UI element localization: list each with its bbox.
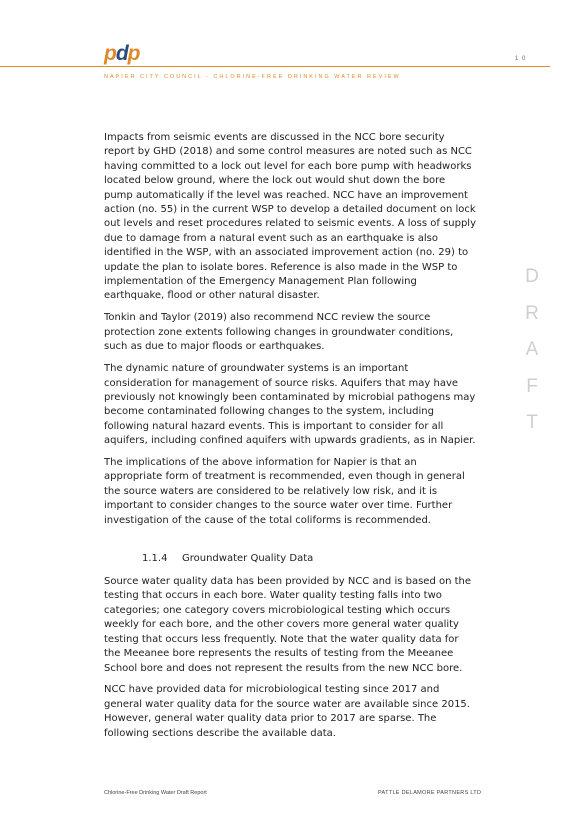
watermark-letter: R [525, 302, 539, 324]
body-paragraph: Impacts from seismic events are discussed in the NCC bore security report by GHD (2018) and some control measures are noted such as NCC having committed to a lock out level for each bore pump with headworks located below ground, where the lock out would shut down the bore pump automatically if the level was reached. NCC have an improvement action (no. 55) in the current WSP to develop a detailed document on lock out levels and reset procedures related to seismic events. A loss of supply due to damage from a natural event such as an earthquake is also identified in the WSP, with an associated improvement action (no. 29) to update the plan to isolate bores. Reference is also made in the WSP to implementation of the Emergency Management Plan following earthquake, flood or other natural disaster. [104, 132, 476, 302]
watermark-letter: D [525, 266, 539, 287]
pdp-logo [104, 42, 140, 65]
header-rule [0, 66, 550, 67]
logo-letter-p2: p [127, 42, 140, 65]
main-content [104, 131, 476, 749]
body-paragraph: The dynamic nature of groundwater systems is an important consideration for management of source risks. Aquifers that may have previously not knowingly been contaminated by microbial pathogens may become contaminated following changes to the system, including following natural hazard events. This is important to consider for all aquifers, including confined aquifers with upwards gradients, as in Napier. [104, 363, 476, 447]
body-paragraph: Source water quality data has been provided by NCC and is based on the testing that occurs in each bore. Water quality testing falls into two categories; one category covers microbiological testing which occurs weekly for each bore, and the other covers more general water quality testing that occurs less frequently. Note that the water quality data for the Meeanee bore represents the results of testing from the Meeanee School bore and does not represent the results from the new NCC bore. [104, 576, 472, 674]
section-heading [104, 552, 476, 566]
watermark-letter: T [526, 412, 538, 433]
draft-watermark [520, 266, 544, 449]
page-number: 1 0 [515, 56, 527, 62]
logo-letter-p1: p [104, 42, 116, 65]
body-paragraph: Tonkin and Taylor (2019) also recommend NCC review the source protection zone extents following changes in groundwater conditions, such as due to major floods or earthquakes. [104, 312, 454, 353]
section-title: Groundwater Quality Data [182, 553, 314, 565]
footer-company: PATTLE DELAMORE PARTNERS LTD [378, 790, 482, 796]
watermark-letter: A [525, 339, 539, 360]
section-number: 1.1.4 [142, 553, 168, 565]
logo-letter-d: d [115, 42, 128, 65]
running-title: NAPIER CITY COUNCIL - CHLORINE-FREE DRINKING WATER REVIEW [104, 74, 401, 80]
watermark-letter: F [526, 375, 538, 397]
body-paragraph: NCC have provided data for microbiological testing since 2017 and general water quality data for the source water are available since 2015. However, general water quality data prior to 2017 are sparse. The following sections describe the available data. [104, 684, 470, 739]
body-paragraph: The implications of the above information for Napier is that an appropriate form of treatment is recommended, even though in general the source waters are considered to be relatively low risk, and it is important to consider changes to the source water over time. Further investigation of the cause of the total coliforms is recommended. [104, 457, 465, 526]
footer-report-title: Chlorine-Free Drinking Water Draft Report [104, 790, 207, 796]
